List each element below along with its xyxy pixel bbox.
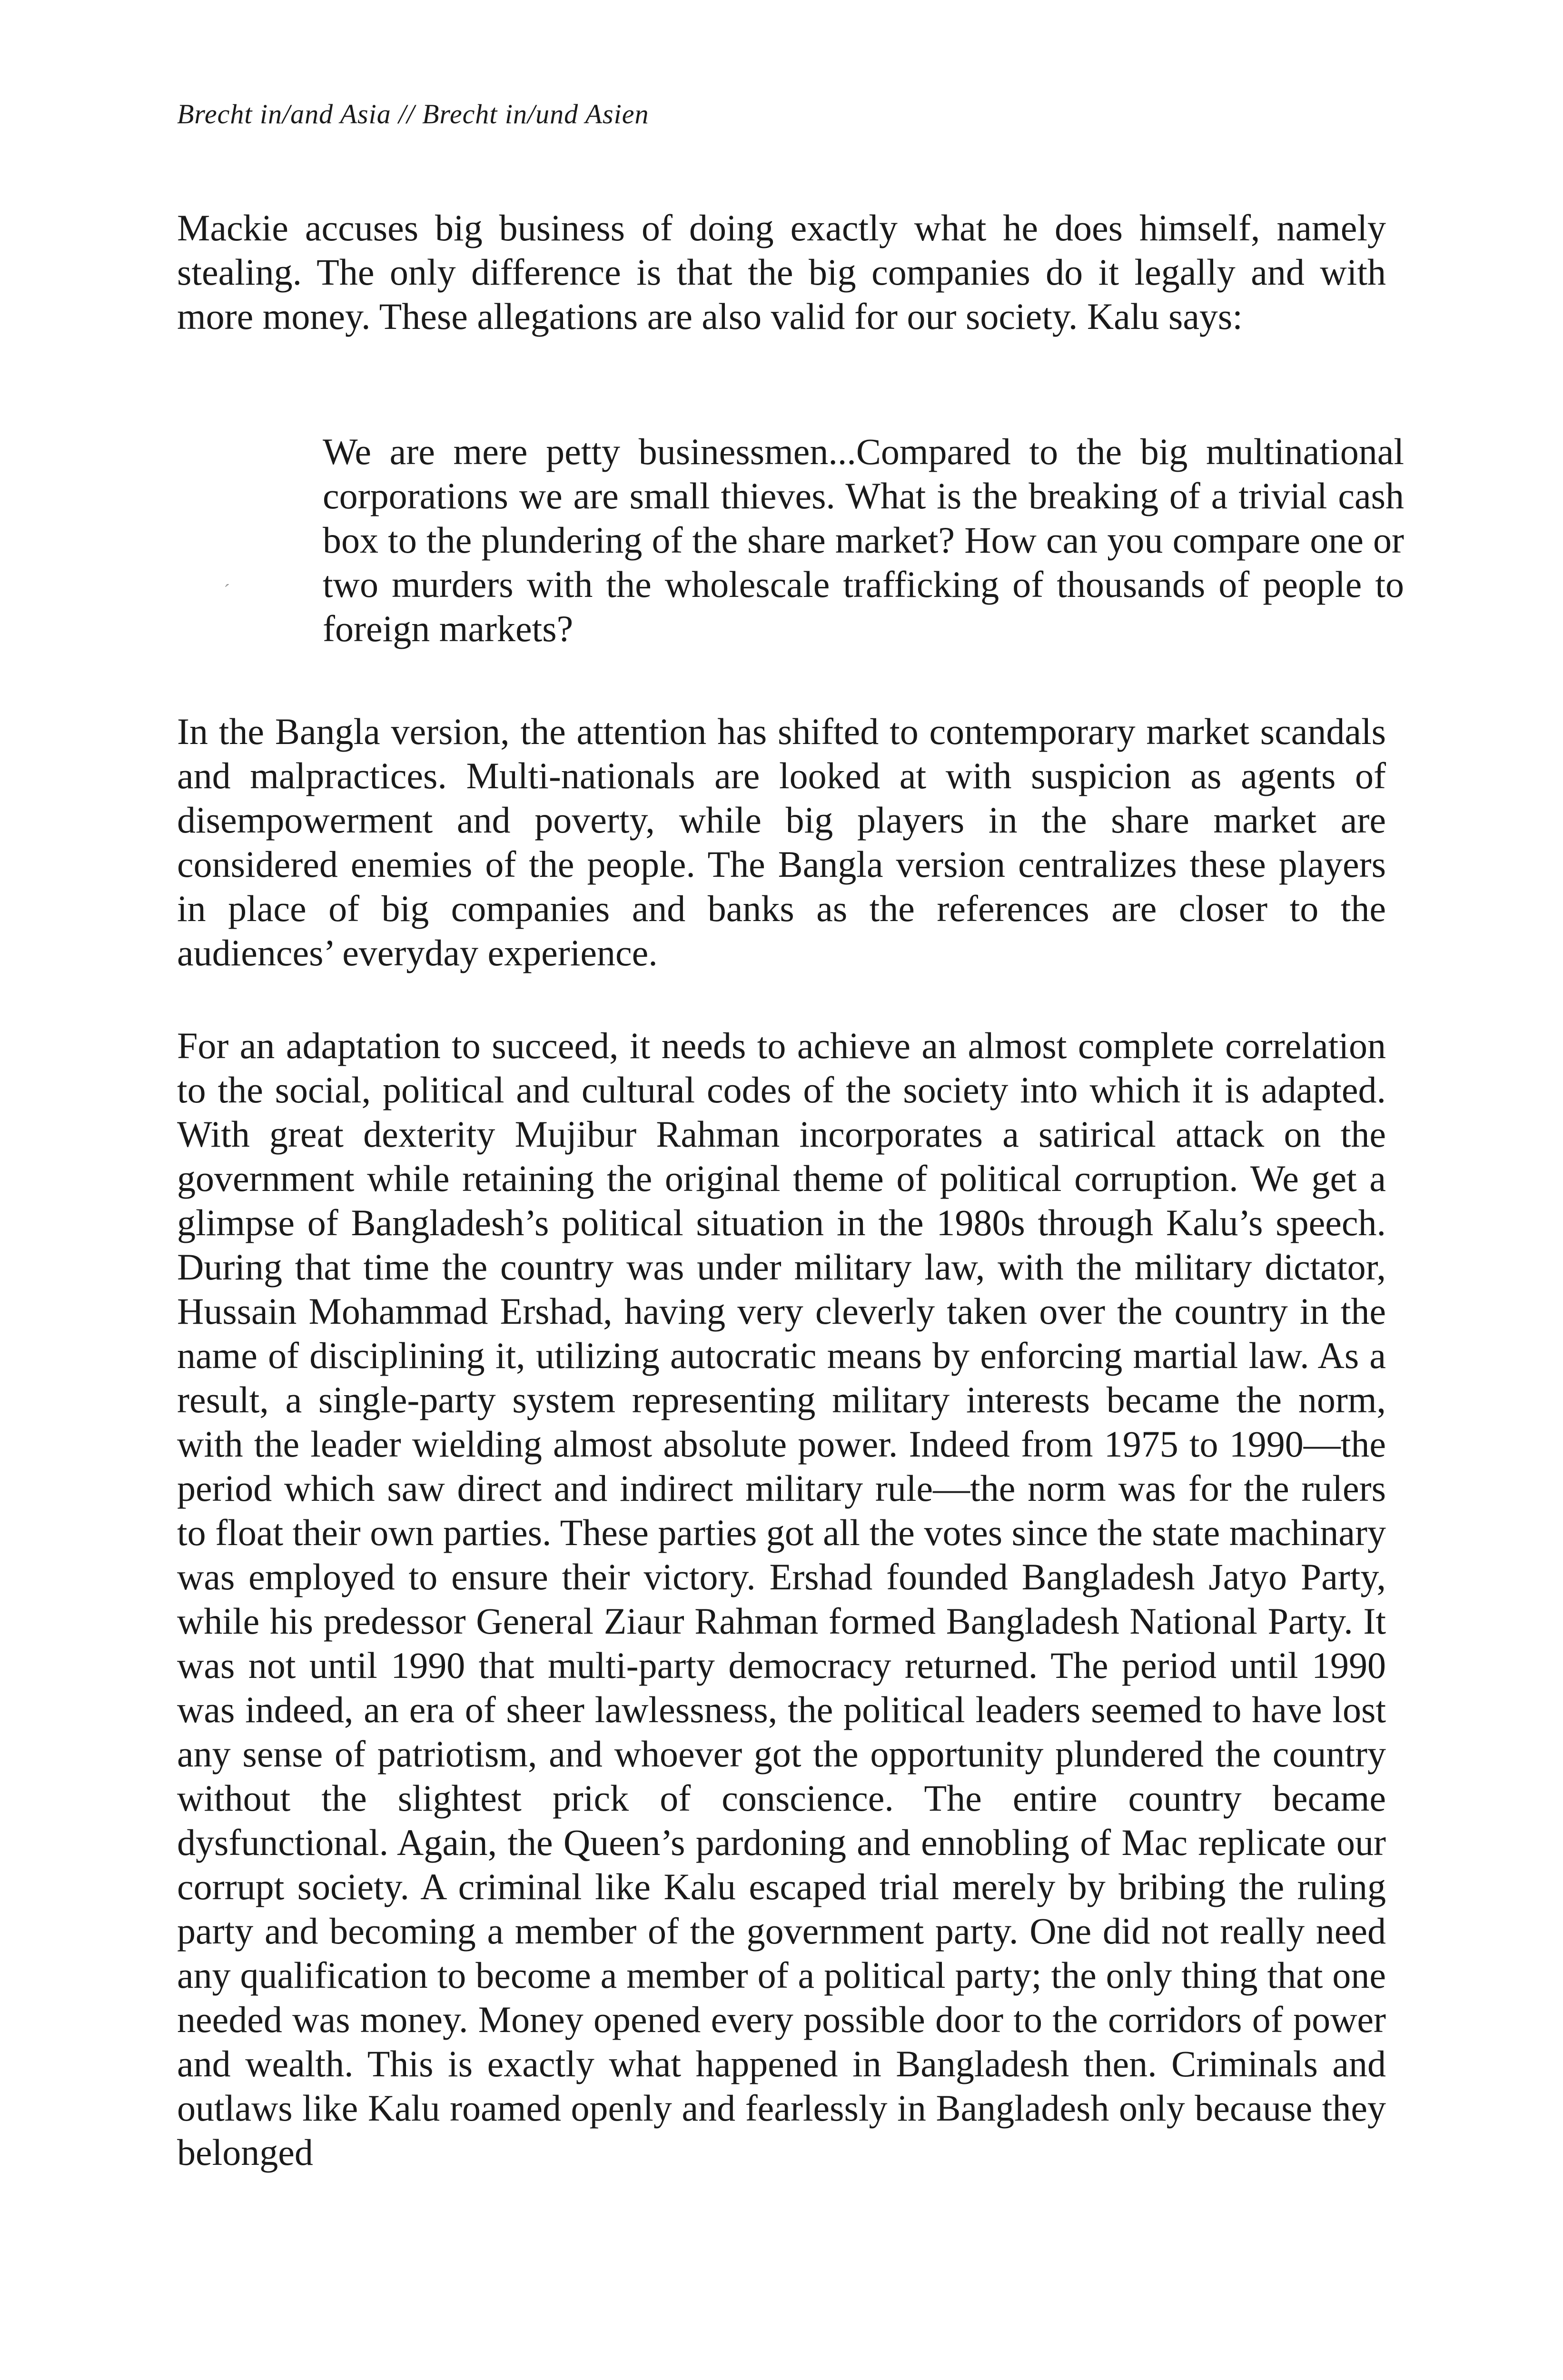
- body-paragraph-1: Mackie accuses big business of doing exactly what he does himself, namely stealing. The only difference is that the big companies do it legally and with more money. These allegations are also valid for our society. Kalu says:: [177, 207, 1386, 337]
- body-paragraph-2: In the Bangla version, the attention has shifted to contemporary market scandals and malpractices. Multi-nationals are looked at with suspicion as agents of disempowerment and poverty, while big players in the share market are considered enemies of the people. The Bangla version centralizes these players in place of big companies and banks as the references are closer to the audiences’ everyday experience.: [177, 711, 1386, 973]
- running-head: Brecht in/and Asia // Brecht in/und Asien: [177, 99, 649, 129]
- margin-mark: ˊ: [224, 580, 230, 602]
- body-paragraph-3: For an adaptation to succeed, it needs to achieve an almost complete correlation to the social, political and cultural codes of the society into which it is adapted. With great dexterity Mujibur Rahman incorporates a satirical attack on the government while retaining the original theme of political corruption. We get a glimpse of Bangladesh’s political situation in the 1980s through Kalu’s speech. During that time the country was under military law, with the military dictator, Hussain Mohammad Ershad, having very cleverly taken over the country in the name of disciplining it, utilizing autocratic means by enforcing martial law. As a result, a single-party system representing military interests became the norm, with the leader wielding almost absolute power. Indeed from 1975 to 1990—the period which saw direct and indirect military rule—the norm was for the rulers to float their own parties. These parties got all the votes since the state machinary was employed to ensure their victory. Ershad founded Bangladesh Jatyo Party, while his predessor General Ziaur Rahman formed Bangladesh National Party. It was not until 1990 that multi-party democracy returned. The period until 1990 was indeed, an era of sheer lawlessness, the political leaders seemed to have lost any sense of patriotism, and whoever got the opportunity plundered the country without the slightest prick of conscience. The entire country became dysfunctional. Again, the Queen’s pardoning and ennobling of Mac replicate our corrupt society. A criminal like Kalu escaped trial merely by bribing the ruling party and becoming a member of the government party. One did not really need any qualification to become a member of a political party; the only thing that one needed was money. Money opened every possible door to the corridors of power and wealth. This is exactly what happened in Bangladesh then. Criminals and outlaws like Kalu roamed openly and fearlessly in Bangladesh only because they belonged: [177, 1025, 1386, 2173]
- block-quote: We are mere petty businessmen...Compared to the big multinational corporations we are small thieves. What is the breaking of a trivial cash box to the plundering of the share market? How can you compare one or two murders with the wholescale trafficking of thousands of people to foreign markets?: [323, 431, 1404, 649]
